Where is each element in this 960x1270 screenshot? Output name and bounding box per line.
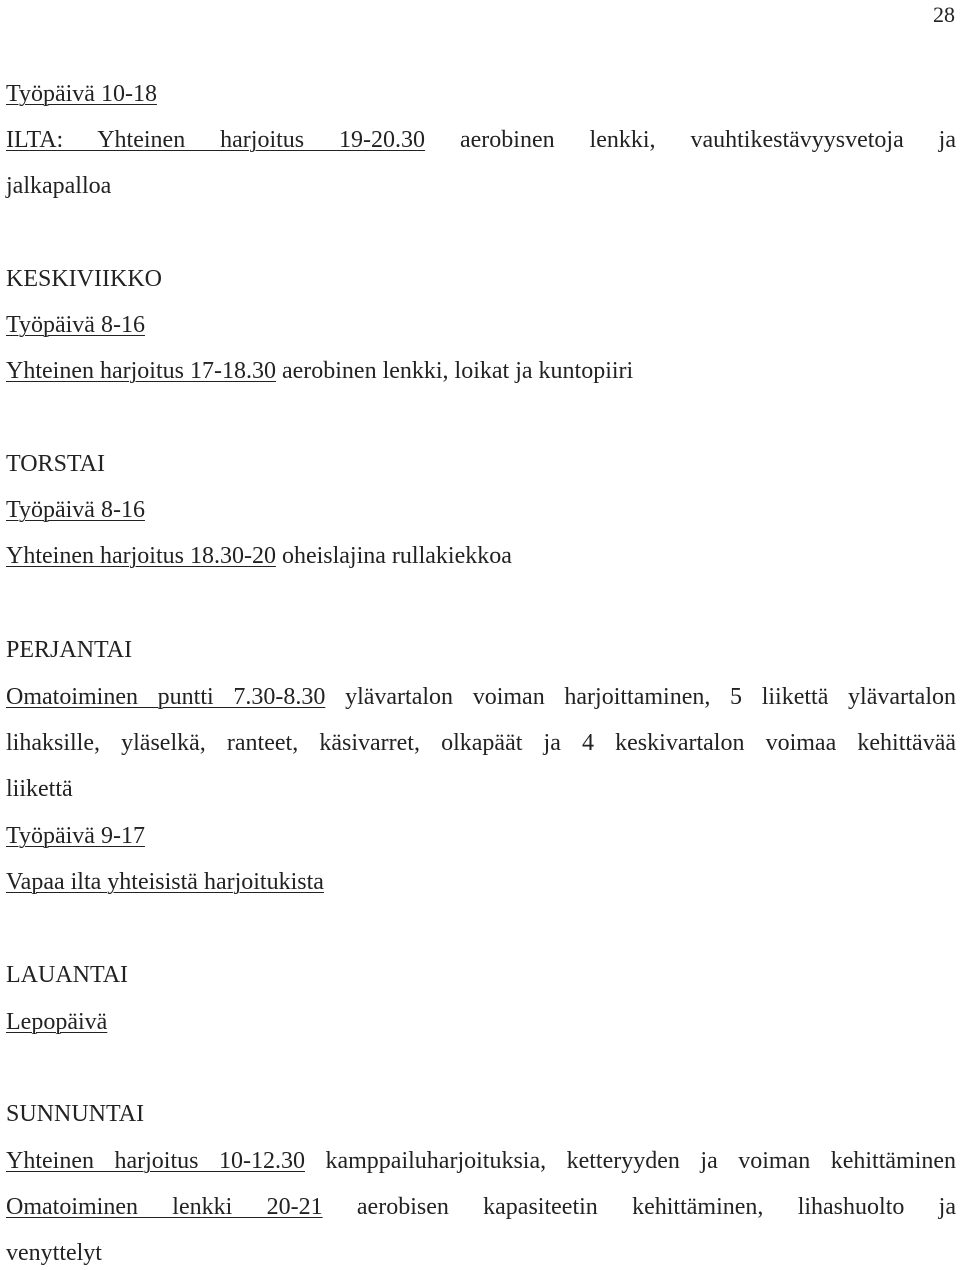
saturday-rest-day: Lepopäivä (6, 1009, 108, 1035)
wednesday-workday: Työpäivä 8-16 (6, 312, 145, 338)
sunday-run-wrap: venyttelyt (6, 1240, 102, 1266)
tuesday-evening-label: ILTA: Yhteinen harjoitus 19-20.30 (6, 127, 426, 153)
thursday-training-line (6, 542, 512, 570)
friday-gym-label: Omatoiminen puntti 7.30-8.30 (6, 684, 326, 710)
wednesday-training-line (6, 357, 633, 385)
tuesday-evening-line (6, 126, 956, 154)
tuesday-evening-wrap: jalkapalloa (6, 173, 112, 199)
sunday-run-line (6, 1193, 956, 1221)
thursday-training-description: oheislajina rullakiekkoa (281, 543, 512, 569)
sunday-training-description: kamppailuharjoituksia, ketteryyden ja voiman kehittäminen (325, 1148, 957, 1174)
sunday-run-description: aerobisen kapasiteetin kehittäminen, lihashuolto ja (356, 1194, 956, 1220)
thursday-workday: Työpäivä 8-16 (6, 497, 145, 523)
sunday-heading: SUNNUNTAI (6, 1101, 145, 1127)
thursday-heading: TORSTAI (6, 451, 105, 477)
friday-free-evening: Vapaa ilta yhteisistä harjoitukista (6, 869, 324, 895)
friday-gym-line (6, 683, 956, 711)
sunday-training-line (6, 1147, 956, 1175)
sunday-training-label: Yhteinen harjoitus 10-12.30 (6, 1148, 305, 1174)
friday-workday: Työpäivä 9-17 (6, 823, 145, 849)
page-number: 28 (933, 2, 955, 27)
friday-heading: PERJANTAI (6, 637, 133, 663)
sunday-run-label: Omatoiminen lenkki 20-21 (6, 1194, 323, 1220)
thursday-training-label: Yhteinen harjoitus 18.30-20 (6, 543, 276, 569)
wednesday-training-description: aerobinen lenkki, loikat ja kuntopiiri (281, 358, 634, 384)
wednesday-heading: KESKIVIIKKO (6, 266, 162, 292)
friday-gym-line-2: lihaksille, yläselkä, ranteet, käsivarret, olkapäät ja 4 keskivartalon voimaa kehittävää (6, 730, 956, 756)
wednesday-training-label: Yhteinen harjoitus 17-18.30 (6, 358, 276, 384)
friday-gym-line-3: liikettä (6, 776, 73, 802)
saturday-heading: LAUANTAI (6, 962, 129, 988)
tuesday-workday: Työpäivä 10-18 (6, 81, 157, 107)
friday-gym-description: ylävartalon voiman harjoittaminen, 5 liikettä ylävartalon (345, 684, 957, 710)
tuesday-evening-description: aerobinen lenkki, vauhtikestävyysvetoja ja (460, 127, 957, 153)
